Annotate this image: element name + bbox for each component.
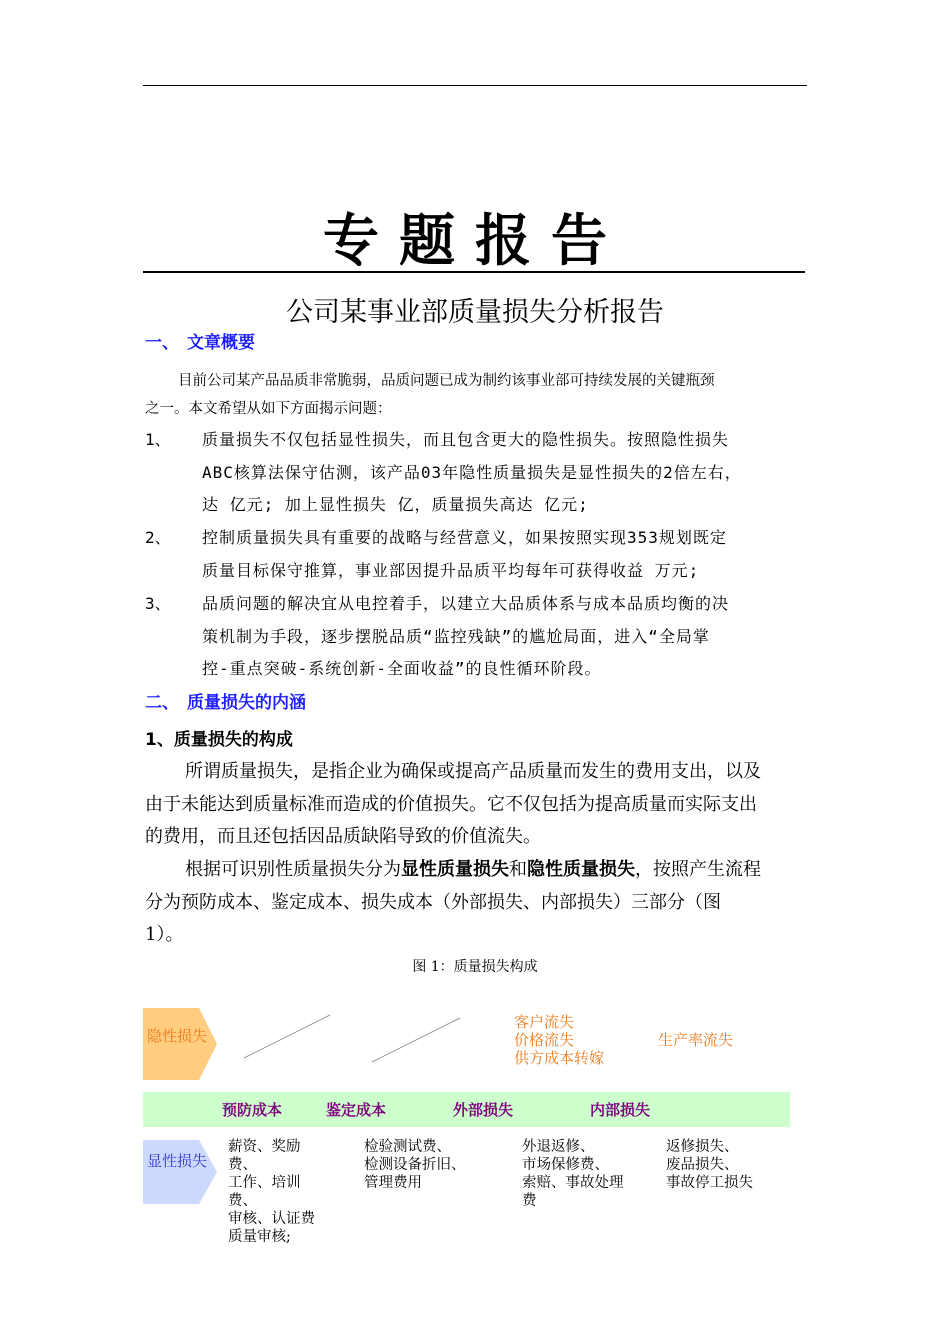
- section-1-title: 文章概要: [187, 333, 255, 353]
- cost-item: 薪资、奖励: [228, 1139, 301, 1155]
- item-line: 达 亿元; 加上显性损失 亿，质量损失高达 亿元;: [202, 495, 589, 514]
- hidden-item: 价格流失: [514, 1031, 575, 1049]
- cost-item: 索赔、事故处理: [522, 1175, 624, 1191]
- hidden-item: 供方成本转嫁: [514, 1049, 605, 1067]
- item-line: 控-重点突破-系统创新-全面收益”的良性循环阶段。: [202, 659, 602, 678]
- external-costs: [522, 1138, 624, 1210]
- hidden-loss-label: 隐性损失: [147, 1027, 208, 1045]
- cost-item: 费: [522, 1193, 537, 1209]
- cost-item: 外退返修、: [522, 1139, 595, 1155]
- paragraph-line: 所谓质量损失，是指企业为确保或提高产品质量而发生的费用支出，以及: [185, 761, 761, 782]
- hidden-item-productivity: 生产率流失: [658, 1031, 734, 1049]
- paragraph-line: 1）。: [145, 924, 184, 945]
- item-line: 策机制为手段，逐步摆脱品质“监控残缺”的尴尬局面，进入“全局掌: [202, 626, 710, 646]
- paragraph-text: 和: [509, 859, 527, 880]
- category-external: 外部损失: [453, 1101, 514, 1119]
- item-line: 控制质量损失具有重要的战略与经营意义，如果按照实现353规划既定: [202, 528, 727, 547]
- cost-item: 事故停工损失: [666, 1175, 753, 1191]
- paragraph-line: 分为预防成本、鉴定成本、损失成本（外部损失、内部损失）三部分（图: [145, 891, 721, 913]
- paragraph-text: 根据可识别性质量损失分为: [185, 859, 401, 880]
- item-number: 2、: [145, 528, 171, 547]
- hidden-item: 客户流失: [514, 1013, 575, 1031]
- visible-loss-label: 显性损失: [147, 1152, 208, 1170]
- cost-item: 质量审核;: [228, 1229, 291, 1245]
- category-appraisal: 鉴定成本: [326, 1101, 387, 1119]
- prevention-costs: [228, 1138, 315, 1246]
- section-2-title: 质量损失的内涵: [187, 693, 306, 713]
- cost-item: 市场保修费、: [522, 1157, 609, 1173]
- cost-item: 工作、培训: [228, 1175, 301, 1191]
- subsection-heading: 1、质量损失的构成: [145, 730, 293, 750]
- cost-item: 废品损失、: [666, 1157, 739, 1173]
- item-number: 1、: [145, 430, 171, 449]
- category-prevention: 预防成本: [222, 1101, 283, 1119]
- cost-item: 审核、认证费: [228, 1211, 315, 1227]
- connector-line: [244, 1015, 330, 1058]
- connector-line: [372, 1018, 460, 1062]
- intro-line-2: 之一。本文希望从如下方面揭示问题：: [145, 401, 392, 417]
- item-line: 质量目标保守推算，事业部因提升品质平均每年可获得收益 万元;: [202, 560, 700, 580]
- paragraph-line: 的费用，而且还包括因品质缺陷导致的价值流失。: [145, 826, 541, 847]
- category-internal: 内部损失: [590, 1101, 651, 1119]
- appraisal-costs: [364, 1138, 466, 1192]
- cost-item: 费、: [228, 1157, 257, 1173]
- intro-line-1: 目前公司某产品品质非常脆弱，品质问题已成为制约该事业部可持续发展的关键瓶颈: [178, 373, 715, 389]
- paragraph-text: ，按照产生流程: [635, 859, 761, 880]
- bold-term-hidden-loss: 隐性质量损失: [527, 859, 635, 880]
- section-2-number: 二、: [145, 693, 179, 713]
- bold-term-visible-loss: 显性质量损失: [401, 859, 509, 880]
- internal-costs: [666, 1138, 753, 1192]
- cost-item: 费、: [228, 1193, 257, 1209]
- item-number: 3、: [145, 594, 171, 613]
- page-title: 专题报告: [323, 209, 627, 274]
- item-line: 品质问题的解决宜从电控着手，以建立大品质体系与成本品质均衡的决: [202, 594, 730, 613]
- figure-caption: 图 1：质量损失构成: [412, 959, 538, 975]
- cost-item: 管理费用: [364, 1175, 422, 1191]
- report-subtitle: 公司某事业部质量损失分析报告: [286, 297, 664, 328]
- cost-item: 检测设备折旧、: [364, 1157, 466, 1173]
- paragraph-line: 由于未能达到质量标准而造成的价值损失。它不仅包括为提高质量而实际支出: [145, 793, 757, 815]
- item-line: ABC核算法保守估测，该产品03年隐性质量损失是显性损失的2倍左右，: [202, 462, 742, 482]
- cost-item: 检验测试费、: [364, 1139, 451, 1155]
- item-line: 质量损失不仅包括显性损失，而且包含更大的隐性损失。按照隐性损失: [202, 430, 730, 449]
- hidden-items-list: [514, 1013, 604, 1067]
- section-1-number: 一、: [145, 333, 179, 353]
- cost-item: 返修损失、: [666, 1139, 739, 1155]
